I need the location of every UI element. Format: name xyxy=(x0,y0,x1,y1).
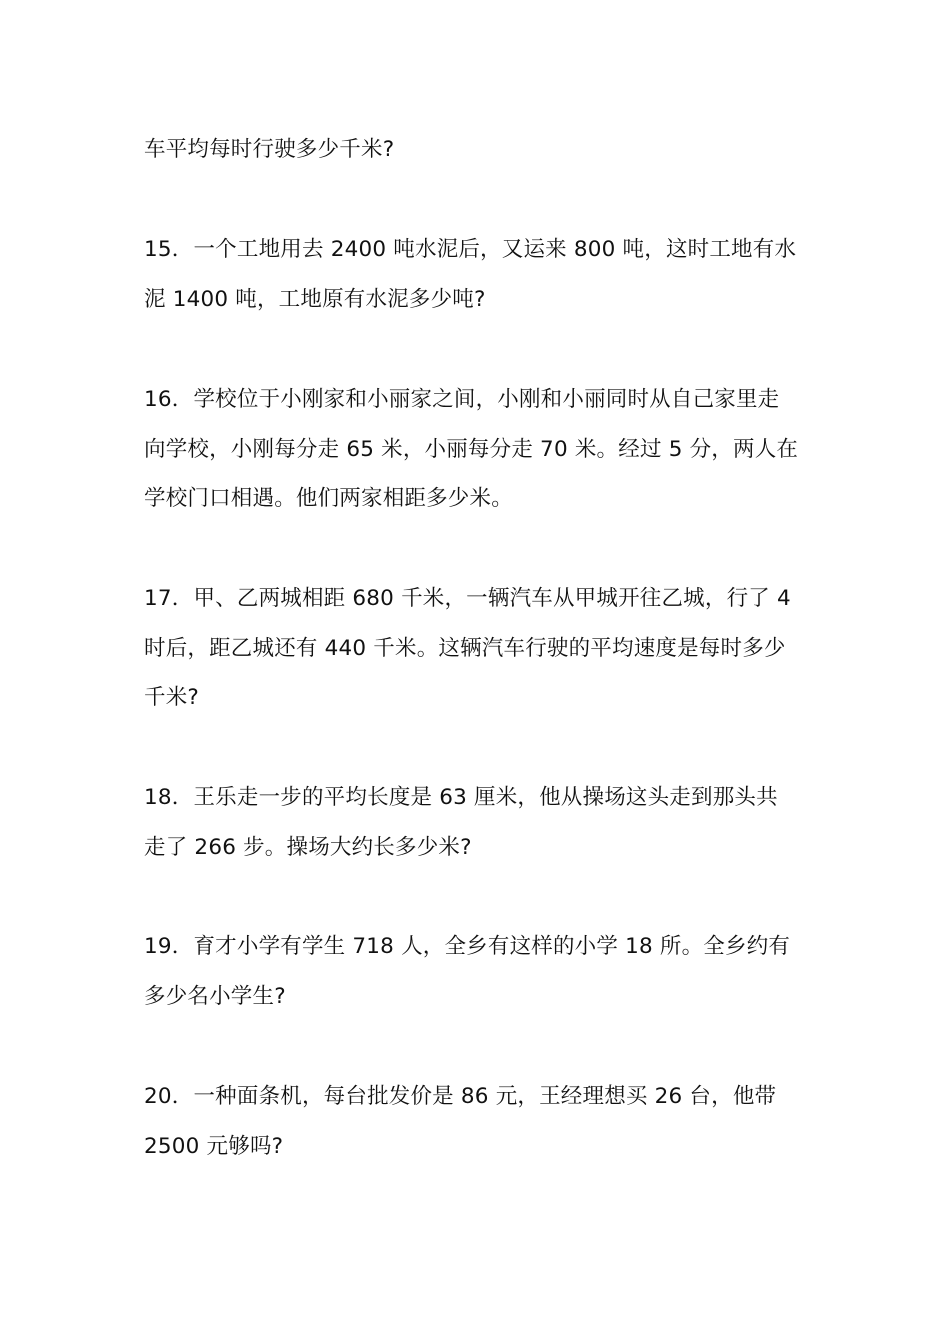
problem-16-line-3 xyxy=(144,484,814,514)
problem-number: 17． xyxy=(144,586,194,611)
problem-text: 走了 266 步。操场大约长多少米? xyxy=(144,835,472,860)
problem-text: 育才小学有学生 718 人，全乡有这样的小学 18 所。全乡约有 xyxy=(193,934,791,959)
problem-17-line-3 xyxy=(144,683,814,713)
problem-number: 18． xyxy=(144,785,194,810)
problem-text: 甲、乙两城相距 680 千米，一辆汽车从甲城开往乙城，行了 4 xyxy=(193,586,791,611)
problem-number: 16． xyxy=(144,387,194,412)
problem-text: 向学校，小刚每分走 65 米，小丽每分走 70 米。经过 5 分，两人在 xyxy=(144,437,799,462)
problem-text: 王乐走一步的平均长度是 63 厘米，他从操场这头走到那头共 xyxy=(193,785,778,810)
problem-text: 学校位于小刚家和小丽家之间，小刚和小丽同时从自己家里走 xyxy=(193,387,780,412)
problem-text: 千米? xyxy=(144,685,200,710)
problem-number: 20． xyxy=(144,1084,194,1109)
problem-18-line-2 xyxy=(144,833,814,863)
problem-19-line-2 xyxy=(144,982,814,1012)
problem-20-line-1 xyxy=(144,1082,814,1112)
problem-17-line-1 xyxy=(144,584,814,614)
continuation-line xyxy=(144,135,814,165)
problem-18-line-1 xyxy=(144,783,814,813)
continuation-text: 车平均每时行驶多少千米? xyxy=(144,137,395,162)
problem-text: 一个工地用去 2400 吨水泥后，又运来 800 吨，这时工地有水 xyxy=(193,237,797,262)
problem-text: 2500 元够吗? xyxy=(144,1134,284,1159)
problem-16-line-1 xyxy=(144,385,814,415)
problem-number: 19． xyxy=(144,934,194,959)
problem-text: 泥 1400 吨，工地原有水泥多少吨? xyxy=(144,287,486,312)
problem-text: 学校门口相遇。他们两家相距多少米。 xyxy=(144,486,513,511)
problem-17-line-2 xyxy=(144,634,814,664)
problem-15-line-2 xyxy=(144,285,814,315)
problem-19-line-1 xyxy=(144,932,814,962)
problem-text: 时后，距乙城还有 440 千米。这辆汽车行驶的平均速度是每时多少 xyxy=(144,636,786,661)
problem-text: 多少名小学生? xyxy=(144,984,286,1009)
problem-16-line-2 xyxy=(144,435,814,465)
problem-number: 15． xyxy=(144,237,194,262)
problem-15-line-1 xyxy=(144,235,814,265)
problem-20-line-2 xyxy=(144,1132,814,1162)
problem-text: 一种面条机，每台批发价是 86 元，王经理想买 26 台，他带 xyxy=(193,1084,777,1109)
